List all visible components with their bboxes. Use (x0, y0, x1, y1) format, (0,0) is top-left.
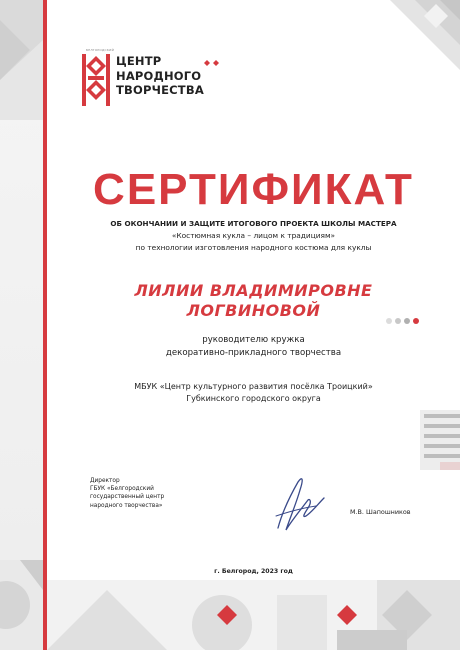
recipient-name-line-1: ЛИЛИИ ВЛАДИМИРОВНЕ (134, 281, 373, 300)
logo-ornament-icon (80, 48, 115, 108)
city-year: г. Белгород, 2023 год (214, 568, 293, 575)
decor-dots-icon (385, 317, 429, 325)
logo-small-caption: БЕЛГОРОДСКИЙ (86, 48, 115, 52)
recipient-org-line-1: МБУК «Центр культурного развития посёлка Троицкий» (134, 382, 373, 391)
handwritten-signature (268, 468, 338, 538)
signatory-position (90, 477, 164, 510)
signatory-position-line-1: Директор (90, 478, 120, 484)
bottom-ornament-band (47, 580, 460, 650)
signatory-position-line-3: государственный центр (90, 494, 165, 501)
certificate-subtitle-2: «Костюмная кукла – лицом к традициям» (171, 231, 336, 240)
recipient-name-line-2: ЛОГВИНОВОЙ (186, 301, 321, 320)
logo-dots-icon (204, 60, 224, 66)
signatory-name: М.В. Шапошников (350, 508, 411, 516)
logo-line-2: НАРОДНОГО (116, 68, 202, 83)
red-vertical-bar (43, 0, 47, 650)
left-bottom-ornament (0, 560, 43, 650)
recipient-role-line-1: руководителю кружка (202, 335, 305, 345)
certificate-subtitle-3: по технологии изготовления народного костюма для куклы (135, 243, 372, 252)
logo (80, 48, 240, 116)
signatory-position-line-4: народного творчества» (90, 502, 163, 509)
certificate-title: СЕРТИФИКАТ (93, 165, 414, 214)
signatory-position-line-2: ГБУК «Белгородский (90, 486, 154, 493)
right-side-ornament (420, 410, 460, 470)
recipient-org-line-2: Губкинского городского округа (186, 394, 321, 403)
left-top-ornament (0, 0, 43, 120)
logo-text (116, 54, 204, 98)
certificate-subtitle-1: ОБ ОКОНЧАНИИ И ЗАЩИТЕ ИТОГОВОГО ПРОЕКТА ШКОЛЫ МАСТЕРА (110, 219, 397, 228)
logo-line-3: ТВОРЧЕСТВА (116, 83, 204, 97)
logo-line-1: ЦЕНТР (116, 54, 162, 68)
recipient-role-line-2: декоративно-прикладного творчества (165, 348, 342, 358)
top-right-corner-ornament (390, 0, 460, 70)
